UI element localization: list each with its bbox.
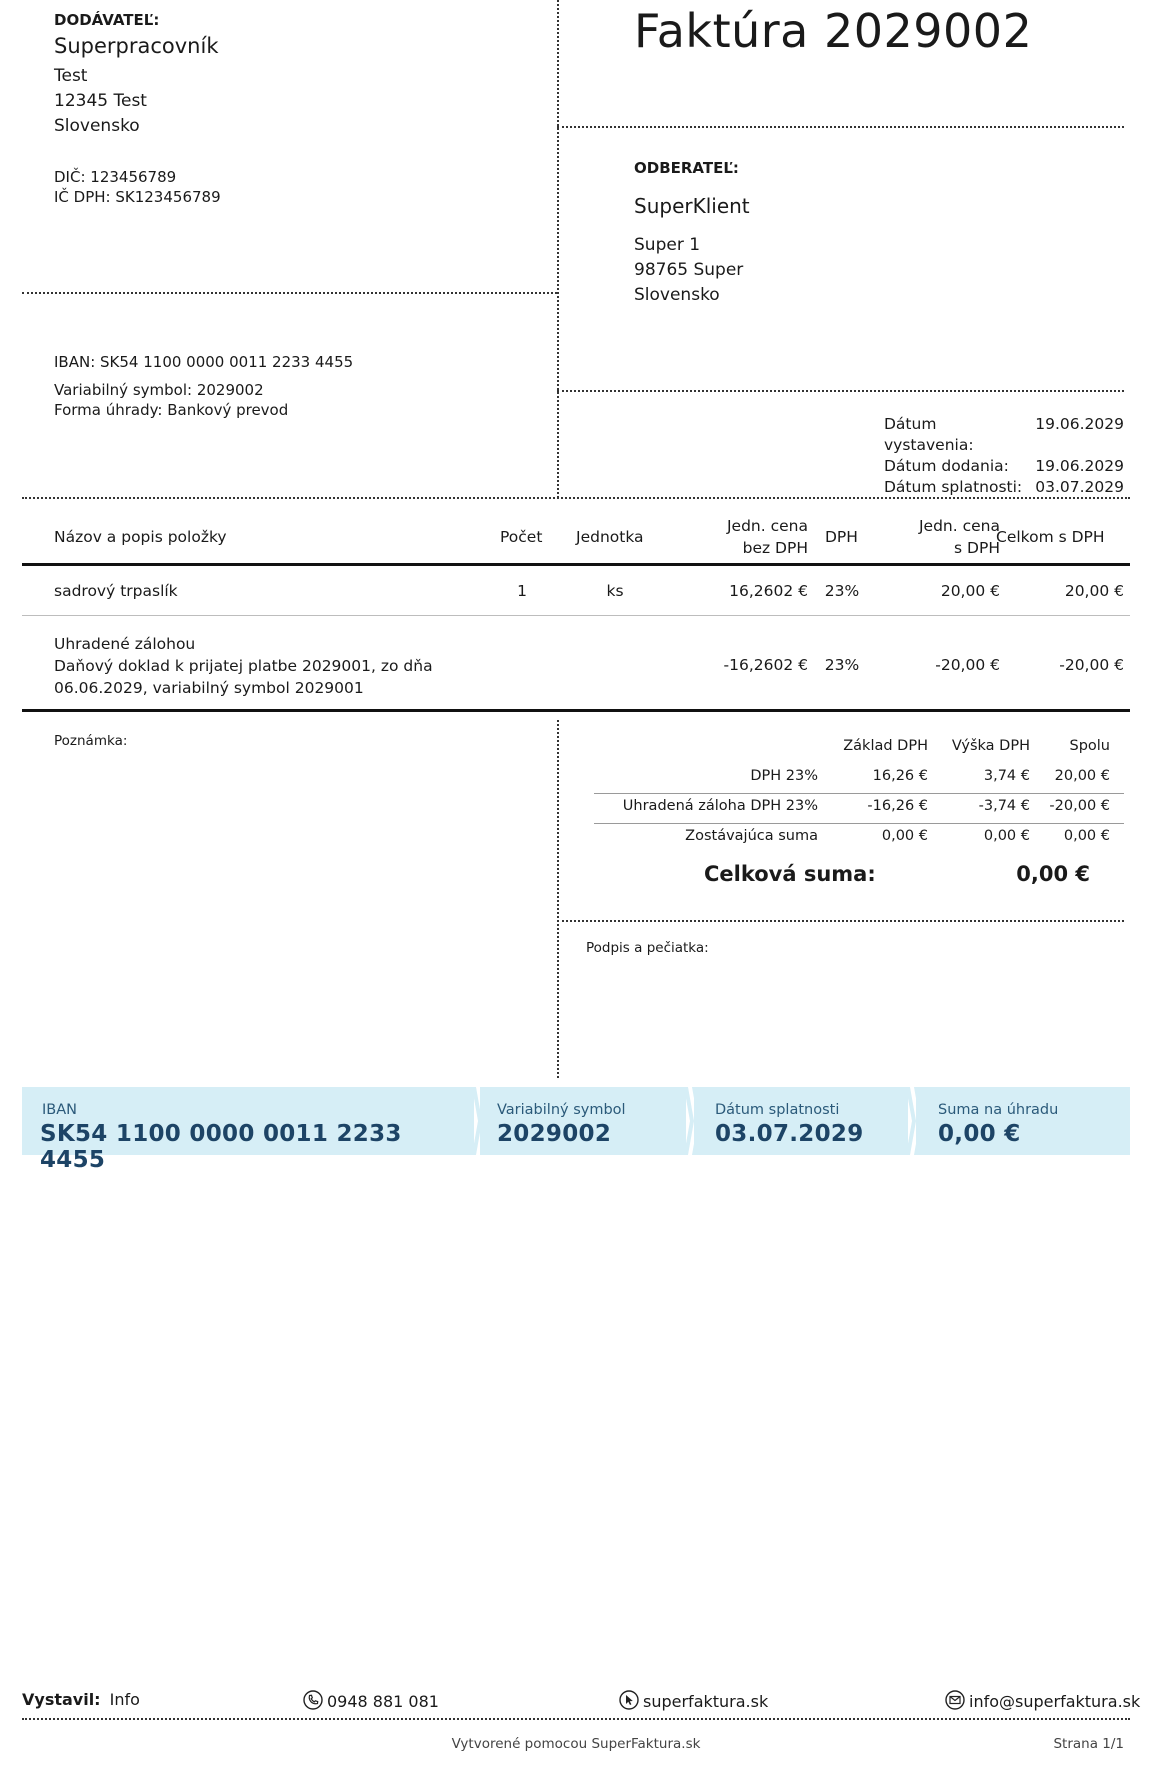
supplier-divider [22,292,557,294]
invoice-title: Faktúra 2029002 [634,4,1033,58]
item-unit-price: -16,2602 € [723,656,808,674]
vat-row-sum: 0,00 € [1063,828,1110,844]
customer-label: ODBERATEĽ: [634,159,739,177]
col-qty: Počet [500,528,543,546]
bottom-column-divider [557,720,559,1078]
supplier-address-line: 12345 Test [54,91,147,111]
payment-sum-box [916,1087,1130,1155]
supplier-payment-info [54,380,288,420]
vat-row-label: Zostávajúca suma [685,828,818,844]
payment-sum-value: 0,00 € [938,1121,1021,1147]
footer-phone [303,1690,439,1711]
issued-by-label: Vystavil: [22,1690,101,1709]
payment-due-label: Dátum splatnosti [715,1102,840,1118]
vat-row-divider [594,823,1124,824]
col-total: Celkom s DPH [996,528,1105,546]
strip-separator [472,1087,486,1155]
vat-row-amount: 3,74 € [983,768,1030,784]
customer-name: SuperKlient [634,194,750,218]
supplier-iban: IBAN: SK54 1100 0000 0011 2233 4455 [54,353,354,371]
cursor-icon [619,1690,639,1710]
signature-label: Podpis a pečiatka: [586,940,709,956]
item-vat: 23% [824,582,860,600]
payment-iban-label: IBAN [42,1102,77,1118]
supplier-icdph: IČ DPH: SK123456789 [54,188,221,206]
payment-form: Forma úhrady: Bankový prevod [54,401,289,419]
payment-vs-value: 2029002 [497,1121,612,1147]
payment-vs-label: Variabilný symbol [497,1102,626,1118]
issued-by [22,1690,140,1709]
item-unit: ks [606,582,624,600]
strip-separator [684,1087,698,1155]
vat-row-base: 16,26 € [872,768,928,784]
grand-total-label: Celková suma: [704,862,876,886]
customer-address [634,233,743,308]
footer-web-text[interactable]: superfaktura.sk [643,1692,769,1711]
note-label: Poznámka: [54,733,128,749]
footer-divider [22,1718,1130,1720]
vat-header-base: Základ DPH [843,738,928,754]
payment-iban-value: SK54 1100 0000 0011 2233 4455 [40,1121,402,1173]
item-total: -20,00 € [1059,656,1124,674]
vat-row-base: -16,26 € [867,798,928,814]
footer-email-text[interactable]: info@superfaktura.sk [969,1692,1141,1711]
vat-row-amount: -3,74 € [978,798,1030,814]
footer-web[interactable] [619,1690,768,1711]
supplier-address-line: Test [54,66,88,86]
item-unit-price-vat: 20,00 € [940,582,1000,600]
vat-row-amount: 0,00 € [983,828,1030,844]
top-column-divider [557,0,559,498]
item-qty: 1 [517,582,527,600]
strip-separator [906,1087,920,1155]
item-vat: 23% [824,656,860,674]
payment-vs-box [480,1087,686,1155]
item-unit-price: 16,2602 € [729,582,808,600]
supplier-label: DODÁVATEĽ: [54,11,160,29]
envelope-icon [945,1690,965,1710]
invoice-dates [880,414,1124,498]
customer-address-line: 98765 Super [634,260,744,280]
vat-row-sum: 20,00 € [1054,768,1110,784]
supplier-address-line: Slovensko [54,116,140,136]
footer-email[interactable] [945,1690,1140,1711]
phone-icon [303,1690,323,1710]
vat-row-divider [594,793,1124,794]
footer-phone-text: 0948 881 081 [327,1692,439,1711]
table-row [22,617,1130,712]
col-unit-price: Jedn. cena bez DPH [726,517,808,557]
table-row [22,570,1130,616]
issued-by-name: Info [109,1690,140,1709]
payment-due-box [694,1087,908,1155]
date-issued: Dátum vystavenia: 19.06.2029 [884,415,1124,454]
items-table-header [22,512,1130,566]
vat-header-sum: Spolu [1069,738,1110,754]
payment-sum-label: Suma na úhradu [938,1102,1059,1118]
created-with: Vytvorené pomocou SuperFaktura.sk [451,1736,701,1752]
col-name: Názov a popis položky [54,528,227,546]
page-number: Strana 1/1 [1053,1736,1124,1752]
vat-row-label: Uhradená záloha DPH 23% [622,798,818,814]
item-total: 20,00 € [1064,582,1124,600]
supplier-name: Superpracovník [54,34,219,58]
col-vat: DPH [825,528,858,546]
variable-symbol: Variabilný symbol: 2029002 [54,381,264,399]
vat-summary [594,738,1124,898]
vat-row-base: 0,00 € [881,828,928,844]
supplier-dic: DIČ: 123456789 [54,168,177,186]
date-due: Dátum splatnosti: 03.07.2029 [884,478,1124,496]
item-name: Uhradené zálohou Daňový doklad k prijatej platbe 2029001, zo dňa 06.06.2029, variabilný symbol 2029001 [54,635,433,697]
customer-divider [557,390,1124,392]
payment-iban-box [22,1087,474,1173]
vat-header-amount: Výška DPH [951,738,1030,754]
item-unit-price-vat: -20,00 € [935,656,1000,674]
payment-due-value: 03.07.2029 [715,1121,864,1147]
signature-divider [557,920,1124,922]
col-unit: Jednotka [576,528,644,546]
customer-address-line: Slovensko [634,285,720,305]
grand-total-value: 0,00 € [1016,862,1090,886]
title-divider [557,126,1124,128]
date-delivered: Dátum dodania: 19.06.2029 [884,457,1124,475]
vat-row-label: DPH 23% [750,768,818,784]
vat-row-sum: -20,00 € [1049,798,1110,814]
supplier-tax-ids [54,167,221,207]
supplier-address [54,64,147,139]
customer-address-line: Super 1 [634,235,701,255]
col-unit-price-vat: Jedn. cena s DPH [918,517,1000,557]
item-name: sadrový trpaslík [54,582,178,600]
